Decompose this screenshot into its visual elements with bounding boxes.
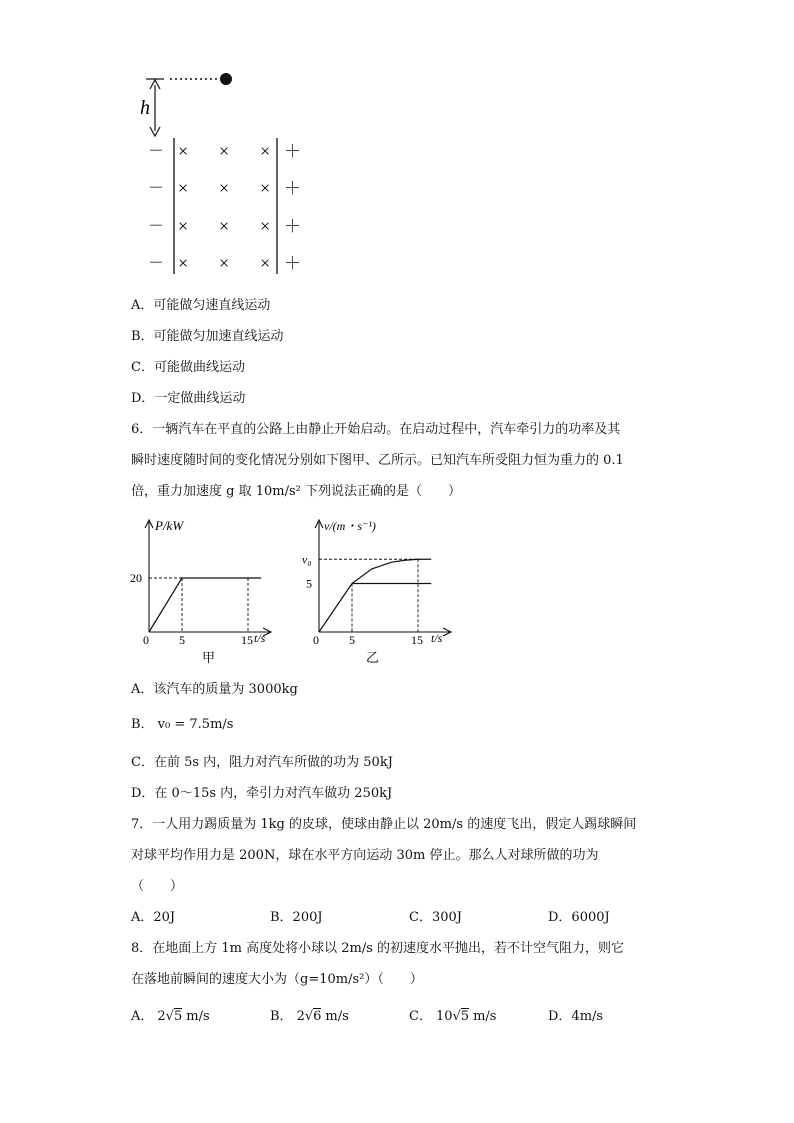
q6-option-a: A．该汽车的质量为 3000kg <box>131 682 298 697</box>
power-xtick-5: 5 <box>179 633 185 647</box>
velocity-y-label: v/(m・s⁻¹) <box>324 519 376 533</box>
q7-stem-line-1: 7．一人用力踢质量为 1kg 的皮球，使球由静止以 20m/s 的速度飞出，假定人踢球瞬间 <box>131 817 637 832</box>
svg-text:×: × <box>178 178 189 198</box>
svg-text:×: × <box>178 253 189 273</box>
q5-option-b: B．可能做匀加速直线运动 <box>131 329 284 344</box>
q6-stem-line-1: 6．一辆汽车在平直的公路上由静止开始启动。在启动过程中，汽车牵引力的功率及其 <box>131 422 621 437</box>
q7-stem-line-3: （ ） <box>131 879 184 894</box>
svg-text:×: × <box>178 141 189 161</box>
svg-text:×: × <box>219 216 230 236</box>
velocity-chart-title: 乙 <box>366 650 380 665</box>
q5-option-c: C．可能做曲线运动 <box>131 360 245 375</box>
q8-stem-line-1: 8．在地面上方 1m 高度处将小球以 2m/s 的初速度水平抛出，若不计空气阻力，则它 <box>131 941 625 956</box>
svg-text:×: × <box>260 178 271 198</box>
right-signs <box>284 142 301 273</box>
q7-option-b: B．200J <box>270 910 323 925</box>
svg-text:－: － <box>148 218 165 235</box>
q6-option-c: C．在前 5s 内，阻力对汽车所做的功为 50kJ <box>131 755 393 770</box>
svg-text:×: × <box>260 216 271 236</box>
svg-text:×: × <box>260 253 271 273</box>
q8-option-c: C． 10√5 m/s <box>409 1009 497 1024</box>
svg-text:＋: ＋ <box>284 179 301 198</box>
power-y-label: P/kW <box>155 518 184 533</box>
svg-text:×: × <box>219 141 230 161</box>
velocity-xtick-15: 15 <box>411 633 423 647</box>
velocity-time-chart <box>298 514 458 670</box>
magnetic-field-crosses <box>178 141 270 273</box>
q6-option-b: B． v₀ = 7.5m/s <box>131 717 234 732</box>
q7-option-d: D．6000J <box>548 910 610 925</box>
ball <box>220 73 232 85</box>
svg-text:＋: ＋ <box>284 142 301 161</box>
power-xtick-15: 15 <box>241 633 253 647</box>
svg-text:×: × <box>219 253 230 273</box>
q6-stem-line-3: 倍，重力加速度 g 取 10m/s² 下列说法正确的是（ ） <box>131 484 461 499</box>
velocity-ytick-5: 5 <box>306 576 312 591</box>
power-x-label: t/s <box>254 631 266 645</box>
velocity-approach-curve <box>352 559 431 583</box>
power-origin-tick: 0 <box>143 633 149 647</box>
q5-option-d: D．一定做曲线运动 <box>131 391 246 406</box>
q6-option-d: D．在 0～15s 内，牵引力对汽车做功 250kJ <box>131 786 393 801</box>
q8-option-d: D．4m/s <box>548 1009 604 1024</box>
power-chart-title: 甲 <box>202 650 216 665</box>
svg-text:×: × <box>260 141 271 161</box>
svg-text:＋: ＋ <box>284 254 301 273</box>
svg-text:×: × <box>219 178 230 198</box>
svg-text:－: － <box>148 143 165 160</box>
q8-option-b: B． 2√6 m/s <box>270 1009 349 1024</box>
velocity-x-label: t/s <box>431 631 443 645</box>
q8-option-a: A． 2√5 m/s <box>131 1009 210 1024</box>
power-ytick-20: 20 <box>130 571 142 585</box>
field-diagram <box>130 66 310 278</box>
q8-stem-line-2: 在落地前瞬间的速度大小为（g=10m/s²）（ ） <box>131 972 423 987</box>
svg-text:×: × <box>178 216 189 236</box>
q6-stem-line-2: 瞬时速度随时间的变化情况分别如下图甲、乙所示。已知汽车所受阻力恒为重力的 0.1 <box>131 453 624 468</box>
q7-option-c: C．300J <box>409 910 462 925</box>
velocity-origin-tick: 0 <box>313 633 319 647</box>
height-label: h <box>140 97 150 119</box>
svg-text:－: － <box>148 180 165 197</box>
left-signs <box>148 143 164 272</box>
velocity-xtick-5: 5 <box>349 633 355 647</box>
velocity-ramp-line <box>319 584 352 633</box>
q5-option-a: A．可能做匀速直线运动 <box>131 298 271 313</box>
q7-option-a: A．20J <box>131 910 176 925</box>
svg-text:＋: ＋ <box>284 217 301 236</box>
power-curve <box>149 578 261 632</box>
velocity-ytick-v0: v₀ <box>302 552 312 567</box>
power-time-chart <box>128 514 278 670</box>
svg-text:－: － <box>148 255 165 272</box>
q7-stem-line-2: 对球平均作用力是 200N，球在水平方向运动 30m 停止。那么人对球所做的功为 <box>131 848 599 863</box>
